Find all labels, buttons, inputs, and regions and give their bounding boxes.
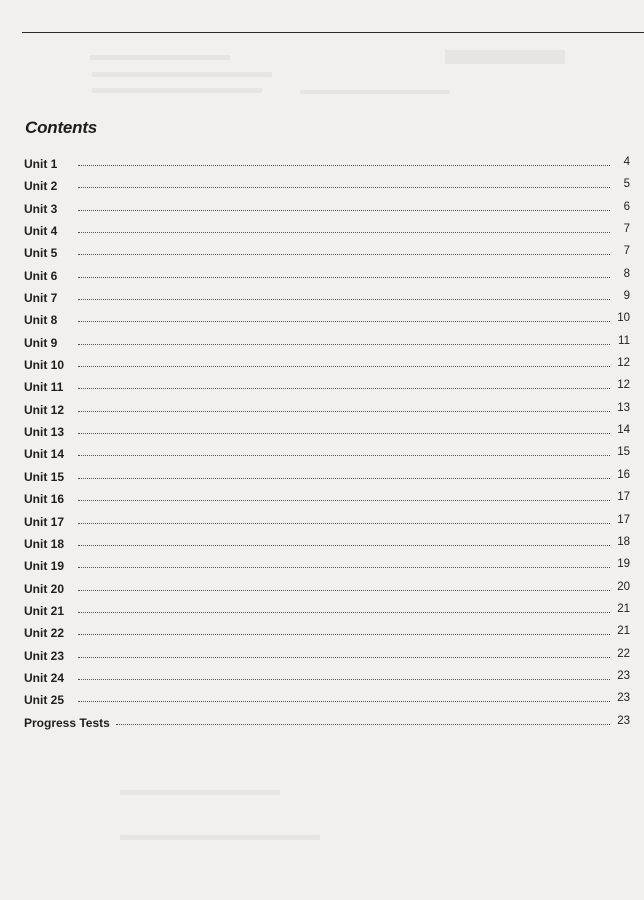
- dot-leader: [78, 411, 610, 412]
- toc-entry-page: 6: [623, 200, 630, 213]
- toc-entry: [24, 313, 630, 335]
- dot-leader: [78, 455, 610, 456]
- toc-entry: [24, 157, 630, 179]
- toc-entry-label: Unit 20: [24, 581, 65, 596]
- toc-entry-page: 23: [617, 714, 630, 727]
- page-title: Contents: [25, 118, 98, 137]
- toc-entry: [24, 336, 630, 358]
- toc-entry-page: 4: [623, 156, 630, 168]
- toc-entry: [24, 693, 630, 715]
- dot-leader: [78, 590, 610, 591]
- toc-entry-label: Unit 1: [24, 157, 58, 171]
- toc-entry-label: Unit 23: [24, 648, 65, 663]
- toc-entry-page: 11: [618, 334, 630, 347]
- toc-entry: [24, 626, 630, 648]
- toc-entry: [24, 537, 630, 559]
- toc-entry-page: 10: [617, 312, 630, 325]
- toc-entry-label: Unit 6: [24, 268, 58, 283]
- toc-entry-label: Unit 3: [24, 201, 58, 216]
- toc-entry: [24, 447, 630, 469]
- dot-leader: [78, 232, 610, 233]
- toc-entry-page: 5: [623, 178, 630, 191]
- toc-entry-page: 20: [617, 580, 630, 593]
- toc-entry-page: 21: [617, 602, 630, 615]
- dot-leader: [78, 165, 610, 166]
- dot-leader: [78, 388, 610, 389]
- toc-entry: [24, 582, 630, 604]
- toc-entry-label: Unit 11: [24, 380, 64, 395]
- toc-entry-page: 12: [617, 379, 630, 392]
- toc-entry-label: Unit 16: [24, 492, 65, 507]
- toc-entry: [24, 649, 630, 671]
- toc-entry: [24, 403, 630, 425]
- toc-entry: [24, 291, 630, 313]
- toc-entry: [24, 202, 630, 224]
- dot-leader: [78, 254, 610, 255]
- dot-leader: [78, 187, 610, 188]
- toc-entry-label: Unit 2: [24, 179, 58, 194]
- toc-entry-page: 19: [617, 558, 630, 571]
- toc-entry-label: Progress Tests: [24, 715, 110, 730]
- toc-entry-label: Unit 17: [24, 514, 65, 529]
- dot-leader: [78, 478, 610, 479]
- toc-entry: [24, 179, 630, 201]
- toc-entry: [24, 559, 630, 581]
- toc-entry-label: Unit 25: [24, 693, 65, 708]
- toc-entry-label: Unit 14: [24, 447, 65, 462]
- dot-leader: [78, 679, 610, 680]
- dot-leader: [116, 724, 610, 725]
- toc-entry-page: 17: [617, 491, 630, 504]
- toc-entry-label: Unit 21: [24, 603, 65, 618]
- toc-entry-label: Unit 9: [24, 335, 58, 350]
- toc-entry: [24, 515, 630, 537]
- toc-entry-label: Unit 4: [24, 224, 58, 239]
- toc-entry-label: Unit 12: [24, 402, 65, 417]
- toc-entry-page: 15: [617, 446, 630, 459]
- toc-entry: [24, 246, 630, 268]
- toc-entry-label: Unit 22: [24, 626, 65, 641]
- toc-entry-page: 16: [617, 468, 630, 481]
- dot-leader: [78, 657, 610, 658]
- dot-leader: [78, 210, 610, 211]
- toc-entry-label: Unit 13: [24, 425, 65, 440]
- toc-entry: [24, 425, 630, 447]
- dot-leader: [78, 545, 610, 546]
- toc-entry: [24, 269, 630, 291]
- toc-entry-label: Unit 10: [24, 358, 65, 373]
- toc-entry: [24, 604, 630, 626]
- dot-leader: [78, 634, 610, 635]
- dot-leader: [78, 344, 610, 345]
- dot-leader: [78, 433, 610, 434]
- toc-entry-label: Unit 24: [24, 670, 65, 685]
- toc-entry-page: 21: [617, 625, 630, 638]
- toc-entry: [24, 358, 630, 380]
- dot-leader: [78, 366, 610, 367]
- toc-entry-page: 7: [623, 245, 630, 258]
- toc-entry-label: Unit 8: [24, 313, 58, 328]
- toc-entry: [24, 492, 630, 514]
- toc-entry-page: 23: [617, 669, 630, 682]
- dot-leader: [78, 701, 610, 702]
- toc-entry: [24, 470, 630, 492]
- dot-leader: [78, 321, 610, 322]
- toc-entry-page: 14: [617, 424, 630, 437]
- toc-entry-label: Unit 7: [24, 291, 58, 306]
- toc-entry-page: 7: [623, 223, 630, 236]
- dot-leader: [78, 612, 610, 613]
- toc-entry: [24, 380, 630, 402]
- toc-entry-page: 22: [617, 647, 630, 660]
- toc-entry-label: Unit 19: [24, 559, 65, 574]
- toc-entry: [24, 671, 630, 693]
- dot-leader: [78, 567, 610, 568]
- toc-entry-page: 12: [617, 357, 630, 370]
- dot-leader: [78, 523, 610, 524]
- dot-leader: [78, 299, 610, 300]
- toc-entry: [24, 716, 630, 738]
- header-rule: [22, 32, 644, 33]
- dot-leader: [78, 500, 610, 501]
- toc-entry-page: 8: [623, 267, 630, 280]
- toc-entry-label: Unit 18: [24, 536, 65, 551]
- toc-entry-page: 13: [617, 401, 630, 414]
- toc-entry-page: 18: [617, 535, 630, 548]
- toc-entry: [24, 224, 630, 246]
- toc-entry-page: 9: [623, 290, 630, 303]
- dot-leader: [78, 277, 610, 278]
- toc-entry-label: Unit 15: [24, 469, 65, 484]
- toc-entry-page: 17: [617, 513, 630, 526]
- table-of-contents: [24, 157, 630, 738]
- toc-entry-page: 23: [617, 692, 630, 705]
- toc-entry-label: Unit 5: [24, 246, 58, 261]
